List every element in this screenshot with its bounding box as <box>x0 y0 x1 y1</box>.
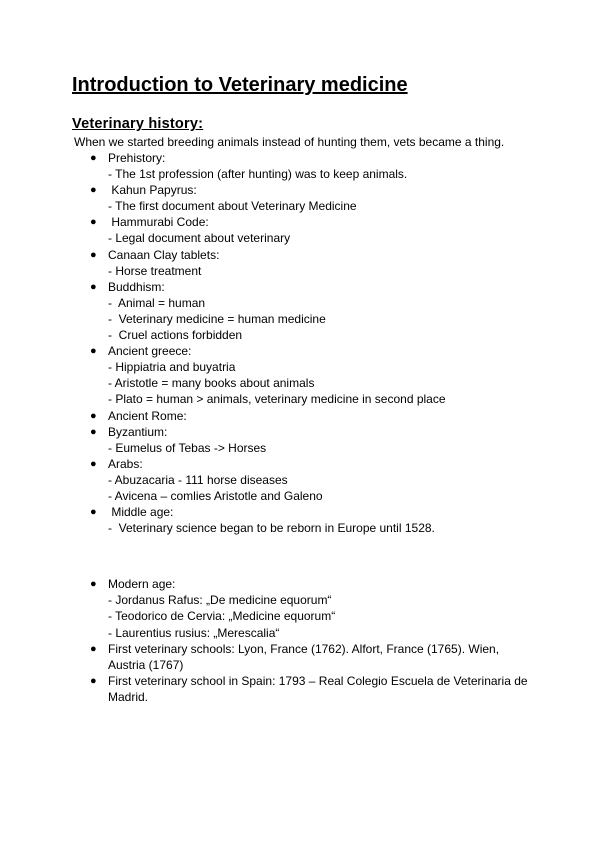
sub-item: - Cruel actions forbidden <box>108 328 243 343</box>
bullet-icon: ● <box>90 248 97 261</box>
spacer <box>0 536 600 576</box>
list-item <box>0 456 528 504</box>
bullet-icon: ● <box>90 280 97 293</box>
item-label: Middle age: <box>108 505 174 520</box>
sub-item: - Teodorico de Cervia: „Medicine equorum“ <box>108 609 336 624</box>
bullet-icon: ● <box>90 457 97 470</box>
bullet-icon: ● <box>90 578 97 591</box>
bullet-icon: ● <box>90 506 97 519</box>
list-item <box>0 279 528 343</box>
item-label: Ancient Rome: <box>108 408 187 423</box>
sub-item: - Abuzacaria - 111 horse diseases <box>108 472 288 487</box>
sub-item: - Aristotle = many books about animals <box>108 376 315 391</box>
list-item <box>0 641 528 673</box>
list-item <box>0 150 528 182</box>
sub-item: - Horse treatment <box>108 263 202 278</box>
intro-paragraph: When we started breeding animals instead of hunting them, vets became a thing. <box>74 135 505 149</box>
item-label: First veterinary schools: Lyon, France (1762). Alfort, France (1765). Wien, Austria (1767) <box>108 641 500 672</box>
section-heading: Veterinary history: <box>72 116 204 132</box>
bullet-icon: ● <box>90 345 97 358</box>
bullet-icon: ● <box>90 216 97 229</box>
bullet-icon: ● <box>90 409 97 422</box>
sub-item: - Hippiatria and buyatria <box>108 360 236 375</box>
list-item <box>0 214 528 246</box>
list-item <box>0 673 528 705</box>
list-item <box>0 504 528 536</box>
sub-item: - Jordanus Rafus: „De medicine equorum“ <box>108 593 332 608</box>
item-label: Canaan Clay tablets: <box>108 247 220 262</box>
list-item <box>0 247 528 279</box>
item-label: Modern age: <box>108 577 176 592</box>
sub-item: - Veterinary science began to be reborn in Europe until 1528. <box>108 521 435 536</box>
list-item <box>0 424 528 456</box>
item-label: Prehistory: <box>108 151 166 165</box>
item-label: Arabs: <box>108 456 143 471</box>
sub-item: - Legal document about veterinary <box>108 231 291 246</box>
sub-item: - Veterinary medicine = human medicine <box>108 311 326 326</box>
sub-item: - Plato = human > animals, veterinary medicine in second place <box>108 392 446 407</box>
bullet-icon: ● <box>90 152 97 164</box>
sub-item: - The 1st profession (after hunting) was to keep animals. <box>108 167 408 182</box>
sub-item: - The first document about Veterinary Medicine <box>108 199 357 214</box>
list-item <box>0 408 528 424</box>
item-label: First veterinary school in Spain: 1793 – Real Colegio Escuela de Veterinaria de Madrid. <box>108 673 528 704</box>
history-list <box>0 150 600 705</box>
sub-item: - Eumelus of Tebas -> Horses <box>108 440 267 455</box>
list-item <box>0 576 528 640</box>
list-item <box>0 343 528 407</box>
sub-item: - Animal = human <box>108 295 206 310</box>
item-label: Kahun Papyrus: <box>108 183 197 198</box>
sub-item: - Laurentius rusius: „Merescalia“ <box>108 625 280 640</box>
item-label: Buddhism: <box>108 279 165 294</box>
item-label: Ancient greece: <box>108 344 192 359</box>
item-label: Hammurabi Code: <box>108 215 209 230</box>
bullet-icon: ● <box>90 425 97 438</box>
bullet-icon: ● <box>90 642 97 655</box>
bullet-icon: ● <box>90 674 97 687</box>
bullet-icon: ● <box>90 184 97 197</box>
sub-item: - Avicena – comlies Aristotle and Galeno <box>108 488 323 503</box>
list-item <box>0 182 528 214</box>
page-title: Introduction to Veterinary medicine <box>72 74 408 96</box>
item-label: Byzantium: <box>108 424 168 439</box>
